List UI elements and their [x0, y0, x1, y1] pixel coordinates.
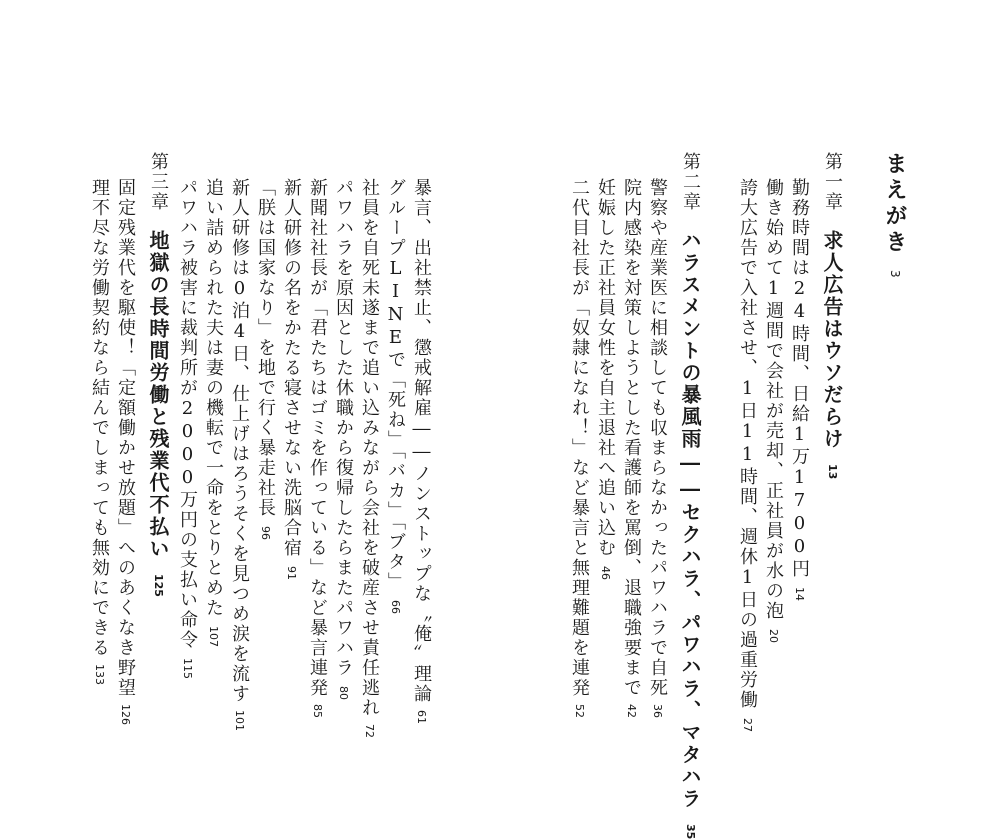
toc-entry — [200, 178, 222, 647]
toc-entry-text: 理不尽な労働契約なら結んでしまっても無効にできる — [89, 178, 110, 658]
toc-entry-text: 新人研修の名をかたる寝させない洗脳合宿 — [281, 178, 302, 558]
chapter-2-label: 第二章 — [680, 152, 701, 212]
toc-entry — [734, 178, 756, 732]
toc-entry — [356, 178, 378, 738]
chapter-3-heading — [144, 152, 168, 597]
toc-entry — [786, 178, 808, 601]
toc-entry — [252, 178, 274, 540]
chapter-1-title: 求人広告はウソだらけ — [820, 230, 844, 450]
toc-entry — [330, 178, 352, 700]
toc-entry — [566, 178, 588, 718]
toc-entry-page: 72 — [363, 724, 376, 738]
toc-entry-text: 新人研修は0泊4日、仕上げはろうそくを見つめ涙を流す — [229, 178, 250, 704]
toc-entry-page: 80 — [337, 686, 350, 700]
toc-entry-text: パワハラを原因とした休職から復帰したらまたパワハラ — [333, 178, 354, 678]
preface-title: まえがき — [882, 152, 908, 256]
toc-entry — [86, 178, 108, 685]
chapter-3-title: 地獄の長時間労働と残業代不払い — [146, 230, 170, 560]
chapter-3-label: 第三章 — [148, 152, 169, 212]
chapter-2-heading — [676, 152, 700, 839]
toc-entry-text: 暴言、出社禁止、懲戒解雇――ノンストップな〝俺〟理論 — [411, 178, 432, 704]
toc-entry-text: 二代目社長が「奴隷になれ！」など暴言と無理難題を連発 — [569, 178, 590, 698]
toc-entry-page: 52 — [573, 704, 586, 718]
chapter-1-label: 第一章 — [822, 152, 843, 212]
toc-entry-page: 14 — [793, 587, 806, 601]
toc-entry-text: 固定残業代を駆使！「定額働かせ放題」へのあくなき野望 — [115, 178, 136, 698]
toc-entry — [592, 178, 614, 580]
toc-entry — [226, 178, 248, 731]
toc-entry-text: 妊娠した正社員女性を自主退社へ追い込む — [595, 178, 616, 558]
toc-entry-text: 警察や産業医に相談しても収まらなかったパワハラで自死 — [647, 178, 668, 698]
toc-entry — [760, 178, 782, 643]
toc-entry-text: グループLINEで「死ね」「バカ」「ブタ」 — [385, 178, 406, 592]
preface-heading — [880, 152, 906, 278]
toc-entry-text: 院内感染を対策しようとした看護師を罵倒、退職強要まで — [621, 178, 642, 698]
toc-entry-text: パワハラ被害に裁判所が2000万円の支払い命令 — [177, 178, 198, 650]
toc-entry-page: 27 — [741, 718, 754, 732]
toc-entry — [618, 178, 640, 718]
toc-entry-page: 115 — [181, 658, 194, 679]
preface-page-number: 3 — [888, 270, 902, 278]
toc-entry — [112, 178, 134, 725]
toc-entry-text: 社員を自死未遂まで追い込みながら会社を破産させ責任逃れ — [359, 178, 380, 718]
toc-entry — [304, 178, 326, 718]
toc-entry-text: 「朕は国家なり」を地で行く暴走社長 — [255, 178, 276, 518]
toc-entry-page: 85 — [311, 704, 324, 718]
chapter-3-page-number: 125 — [152, 574, 165, 597]
toc-entry-text: 勤務時間は24時間、日給1万1700円 — [789, 178, 810, 579]
toc-entry-page: 96 — [259, 526, 272, 540]
toc-entry-page: 133 — [93, 664, 106, 685]
chapter-1-page-number: 13 — [826, 464, 839, 480]
toc-entry-text: 働き始めて1週間で会社が売却、正社員が水の泡 — [763, 178, 784, 621]
toc-entry-page: 101 — [233, 710, 246, 731]
toc-entry-text: 追い詰められた夫は妻の機転で一命をとりとめた — [203, 178, 224, 618]
chapter-2-page-number: 35 — [684, 824, 697, 839]
toc-entry — [644, 178, 666, 718]
toc-entry — [278, 178, 300, 580]
toc-entry — [408, 178, 430, 724]
toc-entry-page: 36 — [651, 704, 664, 718]
toc-entry — [382, 178, 404, 614]
toc-entry-page: 107 — [207, 626, 220, 647]
toc-entry-page: 20 — [767, 629, 780, 643]
chapter-2-title: ハラスメントの暴風雨――セクハラ、パワハラ、マタハラ — [678, 230, 702, 810]
toc-entry-page: 66 — [389, 600, 402, 614]
toc-entry-page: 42 — [625, 704, 638, 718]
toc-entry-page: 91 — [285, 566, 298, 580]
toc-entry-text: 新聞社社長が「君たちはゴミを作っている」など暴言連発 — [307, 178, 328, 698]
toc-entry — [174, 178, 196, 679]
toc-entry-page: 61 — [415, 710, 428, 724]
toc-entry-text: 誇大広告で入社させ、1日11時間、週休1日の過重労働 — [737, 178, 758, 710]
toc-entry-page: 126 — [119, 704, 132, 725]
chapter-1-heading — [818, 152, 842, 479]
toc-entry-page: 46 — [599, 566, 612, 580]
